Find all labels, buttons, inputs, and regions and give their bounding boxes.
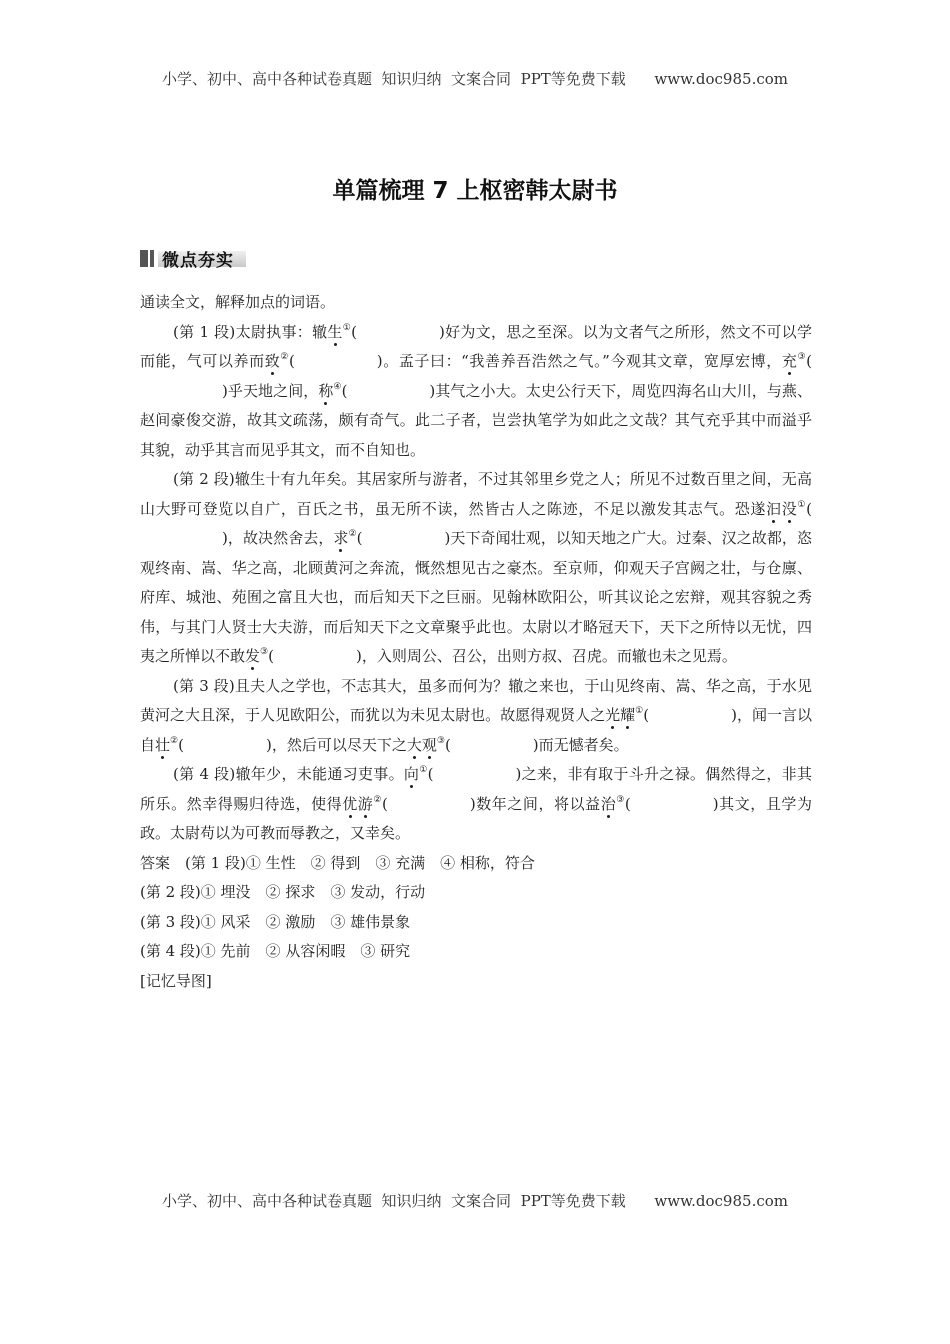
document-body [140,288,812,996]
section-bar-block-small [150,250,154,267]
document-title: 单篇梳理 7 上枢密韩太尉书 [332,178,618,204]
section-heading [140,246,250,272]
answers-label: 答案 [140,853,171,872]
page-footer: 小学、初中、高中各种试卷真题 知识归纳 文案合同 PPT等免费下载 www.doc985.com [161,1192,788,1210]
answers-paragraph-3: (第 3 段)① 风采 ② 激励 ③ 雄伟景象 [140,912,411,931]
answers-paragraph-1 [140,849,812,879]
instruction: 通读全文，解释加点的词语。 [140,293,336,311]
section-label: 微点夯实 [162,251,234,271]
answers-paragraph-2: (第 2 段)① 埋没 ② 探求 ③ 发动，行动 [140,883,426,901]
paragraph-3: (第 3 段)且夫人之学也，不志其大，虽多而何为？辙之来也，于山见终南、嵩、华之高，于水见黄河之大且深，于人见欧阳公，而犹以为未见太尉也。故愿得观贤人之光耀①( )，闻一言以自壮②( )，然后可以尽天下之大观③( )而无憾者矣。 [140,676,812,754]
paragraph-1: (第 1 段)太尉执事：辙生①( )好为文，思之至深。以为文者气之所形，然文不可以学而能，气可以养而致②( )。孟子曰：“我善养吾浩然之气。”今观其文章，宽厚宏博，充③()乎天地之间，称④( )其气之小大。太史公行天下，周览四海名山大川，与燕、赵间豪俊交游，故其文疏荡，颇有奇气。此二子者，岂尝执笔学为如此之文哉？其气充乎其中而溢乎其貌，动乎其言而见乎其文，而不自知也。 [140,322,812,459]
section-bar-block [140,250,148,267]
paragraph-2: (第 2 段)辙生十有九年矣。其居家所与游者，不过其邻里乡党之人；所见不过数百里之间，无高山大野可登览以自广，百氏之书，虽无所不读，然皆古人之陈迹，不足以激发其志气。恐遂汩没①()，故决然舍去，求②( )天下奇闻壮观，以知天地之广大。过秦、汉之故都，恣观终南、嵩、华之高，北顾黄河之奔流，慨然想见古之豪杰。至京师，仰观天子宫阙之壮，与仓廪、府库、城池、苑囿之富且大也，而后知天下之巨丽。见翰林欧阳公，听其议论之宏辩，观其容貌之秀伟，与其门人贤士大夫游，而后知天下之文章聚乎此也。太尉以才略冠天下，天下之所恃以无忧，四夷之所惮以不敢发③( )，入则周公、召公，出则方叔、召虎。而辙也未之见焉。 [140,470,812,665]
memory-map-heading: [记忆导图] [140,971,212,990]
page-header: 小学、初中、高中各种试卷真题 知识归纳 文案合同 PPT等免费下载 www.doc985.com [161,70,788,88]
paragraph-4: (第 4 段)辙年少，未能通习吏事。向①( )之来，非有取于斗升之禄。偶然得之，非其所乐。然幸得赐归待选，使得优游②( )数年之间，将以益治③( )其文，且学为政。太尉苟以为可教而辱教之，又幸矣。 [140,765,812,842]
answers-p1: (第 1 段)① 生性 ② 得到 ③ 充满 ④ 相称，符合 [185,853,535,872]
answers-paragraph-4: (第 4 段)① 先前 ② 从容闲暇 ③ 研究 [140,942,411,960]
